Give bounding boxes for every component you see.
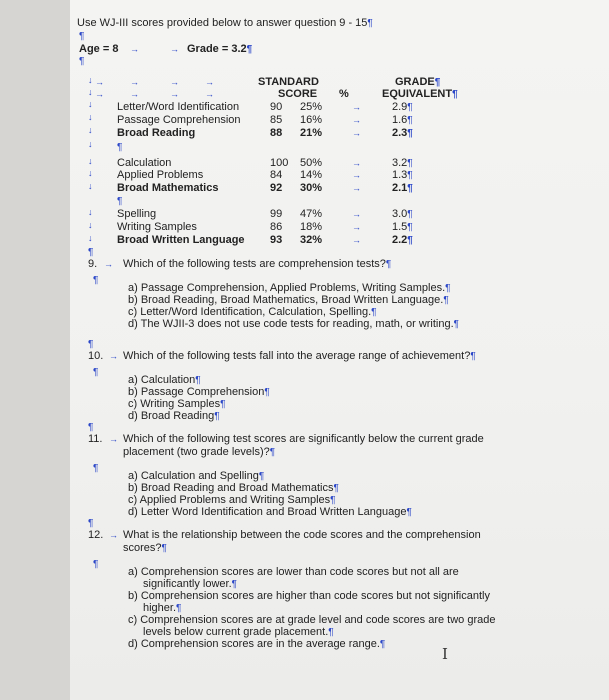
tab-arrow-icon: → [352, 158, 361, 168]
column-standard: STANDARD [258, 76, 319, 88]
pilcrow-icon: ¶ [88, 339, 94, 350]
question-number: 10. [88, 350, 104, 362]
margin-arrow-icon: ↓ [88, 139, 93, 149]
answer-option: b) Passage Comprehension¶ [128, 386, 270, 398]
question-text: What is the relationship between the code scores and the comprehension [123, 529, 481, 541]
tab-arrow-icon: → [352, 128, 361, 138]
pilcrow-icon: ¶ [220, 399, 226, 410]
grade-equivalent: 3.2¶ [392, 157, 413, 169]
percentile: 16% [300, 114, 323, 126]
pilcrow-icon: ¶ [407, 115, 413, 126]
answer-option: c) Applied Problems and Writing Samples¶ [128, 494, 336, 506]
margin-arrow-icon: ↓ [88, 233, 93, 243]
answer-option: c) Comprehension scores are at grade level and code scores are two grade [128, 614, 496, 626]
answer-option: d) Comprehension scores are in the average range.¶ [128, 638, 386, 650]
test-name: Broad Reading [117, 127, 196, 139]
pilcrow-icon: ¶ [333, 483, 339, 494]
pilcrow-icon: ¶ [246, 44, 253, 55]
pilcrow-icon: ¶ [214, 411, 220, 422]
pilcrow-icon: ¶ [195, 375, 201, 386]
pilcrow-icon: ¶ [117, 142, 123, 153]
pilcrow-icon: ¶ [407, 170, 413, 181]
test-name: Letter/Word Identification [117, 101, 240, 113]
margin-arrow-icon: ↓ [88, 207, 93, 217]
question-text: scores?¶ [123, 542, 167, 554]
tab-arrow-icon: → [95, 77, 104, 87]
pilcrow-icon: ¶ [264, 387, 270, 398]
pilcrow-icon: ¶ [445, 283, 451, 294]
question-number: 11. [88, 433, 103, 445]
question-text: Which of the following test scores are significantly below the current grade [123, 433, 484, 445]
pilcrow-icon: ¶ [328, 627, 334, 638]
tab-arrow-icon: → [109, 351, 118, 361]
grade-equivalent: 3.0¶ [392, 208, 413, 220]
percentile: 47% [300, 208, 323, 220]
test-name: Spelling [117, 208, 157, 220]
margin-arrow-icon: ↓ [88, 125, 93, 135]
tab-arrow-icon: → [109, 434, 118, 444]
pilcrow-icon: ¶ [407, 222, 413, 233]
percentile: 30% [300, 182, 323, 194]
question-text: Which of the following tests are comprehension tests?¶ [123, 258, 392, 270]
column-score: SCORE [278, 88, 318, 100]
pilcrow-icon: ¶ [367, 18, 373, 29]
test-name: Writing Samples [117, 221, 197, 233]
standard-score: 84 [270, 169, 283, 181]
pilcrow-icon: ¶ [385, 259, 392, 270]
pilcrow-icon: ¶ [269, 447, 276, 458]
tab-arrow-icon: → [352, 102, 361, 112]
tab-arrow-icon: → [95, 89, 104, 99]
grade-equivalent: 1.5¶ [392, 221, 413, 233]
column-grade: GRADE¶ [395, 76, 441, 88]
pilcrow-icon: ¶ [79, 56, 85, 67]
tab-arrow-icon: → [170, 44, 179, 54]
answer-option: a) Calculation¶ [128, 374, 201, 386]
answer-option: a) Passage Comprehension, Applied Problems, Writing Samples.¶ [128, 282, 451, 294]
tab-arrow-icon: → [130, 89, 139, 99]
pilcrow-icon: ¶ [231, 579, 238, 590]
question-number: 12. [88, 529, 104, 541]
pilcrow-icon: ¶ [371, 307, 377, 318]
pilcrow-icon: ¶ [88, 247, 94, 258]
answer-option: d) The WJII-3 does not use code tests for reading, math, or writing.¶ [128, 318, 460, 330]
pilcrow-icon: ¶ [93, 463, 99, 474]
test-name: Broad Mathematics [117, 182, 219, 194]
standard-score: 88 [270, 127, 283, 139]
percentile: 14% [300, 169, 323, 181]
question-text: Which of the following tests fall into the average range of achievement?¶ [123, 350, 476, 362]
answer-option: b) Comprehension scores are higher than code scores but not significantly [128, 590, 490, 602]
pilcrow-icon: ¶ [407, 158, 413, 169]
tab-arrow-icon: → [205, 89, 214, 99]
percentile: 18% [300, 221, 323, 233]
answer-option: d) Letter Word Identification and Broad Written Language¶ [128, 506, 412, 518]
pilcrow-icon: ¶ [161, 543, 167, 554]
answer-option: levels below current grade placement.¶ [143, 626, 334, 638]
margin-arrow-icon: ↓ [88, 156, 93, 166]
grade-equivalent: 1.3¶ [392, 169, 413, 181]
margin-arrow-icon: ↓ [88, 181, 93, 191]
grade-equivalent: 2.9¶ [392, 101, 413, 113]
pilcrow-icon: ¶ [379, 639, 386, 650]
answer-option: d) Broad Reading¶ [128, 410, 220, 422]
pilcrow-icon: ¶ [443, 295, 449, 306]
answer-option: a) Comprehension scores are lower than code scores but not all are [128, 566, 459, 578]
standard-score: 86 [270, 221, 283, 233]
tab-arrow-icon: → [130, 44, 139, 54]
margin-arrow-icon: ↓ [88, 75, 93, 85]
text-cursor-icon: I [442, 645, 448, 663]
pilcrow-icon: ¶ [330, 495, 336, 506]
instructions: Use WJ-III scores provided below to answer question 9 - 15¶ [77, 17, 373, 29]
pilcrow-icon: ¶ [407, 209, 413, 220]
answer-option: a) Calculation and Spelling¶ [128, 470, 265, 482]
answer-option: b) Broad Reading and Broad Mathematics¶ [128, 482, 339, 494]
pilcrow-icon: ¶ [453, 319, 460, 330]
percentile: 32% [300, 234, 323, 246]
tab-arrow-icon: → [109, 530, 118, 540]
pilcrow-icon: ¶ [434, 77, 441, 88]
margin-arrow-icon: ↓ [88, 220, 93, 230]
tab-arrow-icon: → [205, 77, 214, 87]
age-label: Age = 8 [79, 43, 119, 55]
grade-label: Grade = 3.2¶ [187, 43, 253, 55]
standard-score: 93 [270, 234, 283, 246]
standard-score: 99 [270, 208, 283, 220]
pilcrow-icon: ¶ [93, 559, 99, 570]
tab-arrow-icon: → [104, 259, 113, 269]
margin-arrow-icon: ↓ [88, 168, 93, 178]
tab-arrow-icon: → [352, 170, 361, 180]
pilcrow-icon: ¶ [176, 603, 182, 614]
tab-arrow-icon: → [170, 77, 179, 87]
tab-arrow-icon: → [352, 222, 361, 232]
standard-score: 100 [270, 157, 289, 169]
pilcrow-icon: ¶ [258, 471, 265, 482]
pilcrow-icon: ¶ [407, 235, 413, 246]
standard-score: 90 [270, 101, 283, 113]
tab-arrow-icon: → [170, 89, 179, 99]
pilcrow-icon: ¶ [117, 196, 123, 207]
column-equivalent: EQUIVALENT¶ [382, 88, 458, 100]
grade-equivalent: 2.3¶ [392, 127, 413, 139]
pilcrow-icon: ¶ [406, 507, 412, 518]
pilcrow-icon: ¶ [470, 351, 476, 362]
margin-arrow-icon: ↓ [88, 87, 93, 97]
test-name: Passage Comprehension [117, 114, 241, 126]
tab-arrow-icon: → [352, 115, 361, 125]
pilcrow-icon: ¶ [88, 518, 94, 529]
standard-score: 92 [270, 182, 283, 194]
column-percent: % [339, 88, 349, 100]
test-name: Broad Written Language [117, 234, 245, 246]
pilcrow-icon: ¶ [93, 367, 99, 378]
grade-equivalent: 2.1¶ [392, 182, 413, 194]
pilcrow-icon: ¶ [407, 183, 413, 194]
pilcrow-icon: ¶ [407, 102, 413, 113]
answer-option: c) Writing Samples¶ [128, 398, 226, 410]
test-name: Applied Problems [117, 169, 204, 181]
grade-equivalent: 1.6¶ [392, 114, 413, 126]
margin-arrow-icon: ↓ [88, 112, 93, 122]
percentile: 50% [300, 157, 323, 169]
answer-option: higher.¶ [143, 602, 182, 614]
pilcrow-icon: ¶ [93, 275, 99, 286]
pilcrow-icon: ¶ [79, 31, 85, 42]
tab-arrow-icon: → [352, 183, 361, 193]
grade-equivalent: 2.2¶ [392, 234, 413, 246]
test-name: Calculation [117, 157, 172, 169]
tab-arrow-icon: → [352, 209, 361, 219]
question-number: 9. [88, 258, 98, 270]
percentile: 25% [300, 101, 323, 113]
answer-option: b) Broad Reading, Broad Mathematics, Broad Written Language.¶ [128, 294, 449, 306]
pilcrow-icon: ¶ [452, 89, 458, 100]
percentile: 21% [300, 127, 323, 139]
margin-arrow-icon: ↓ [88, 99, 93, 109]
answer-option: significantly lower.¶ [143, 578, 238, 590]
pilcrow-icon: ¶ [407, 128, 413, 139]
question-text: placement (two grade levels)?¶ [123, 446, 276, 458]
answer-option: c) Letter/Word Identification, Calculation, Spelling.¶ [128, 306, 377, 318]
pilcrow-icon: ¶ [88, 422, 94, 433]
standard-score: 85 [270, 114, 283, 126]
tab-arrow-icon: → [130, 77, 139, 87]
tab-arrow-icon: → [352, 235, 361, 245]
